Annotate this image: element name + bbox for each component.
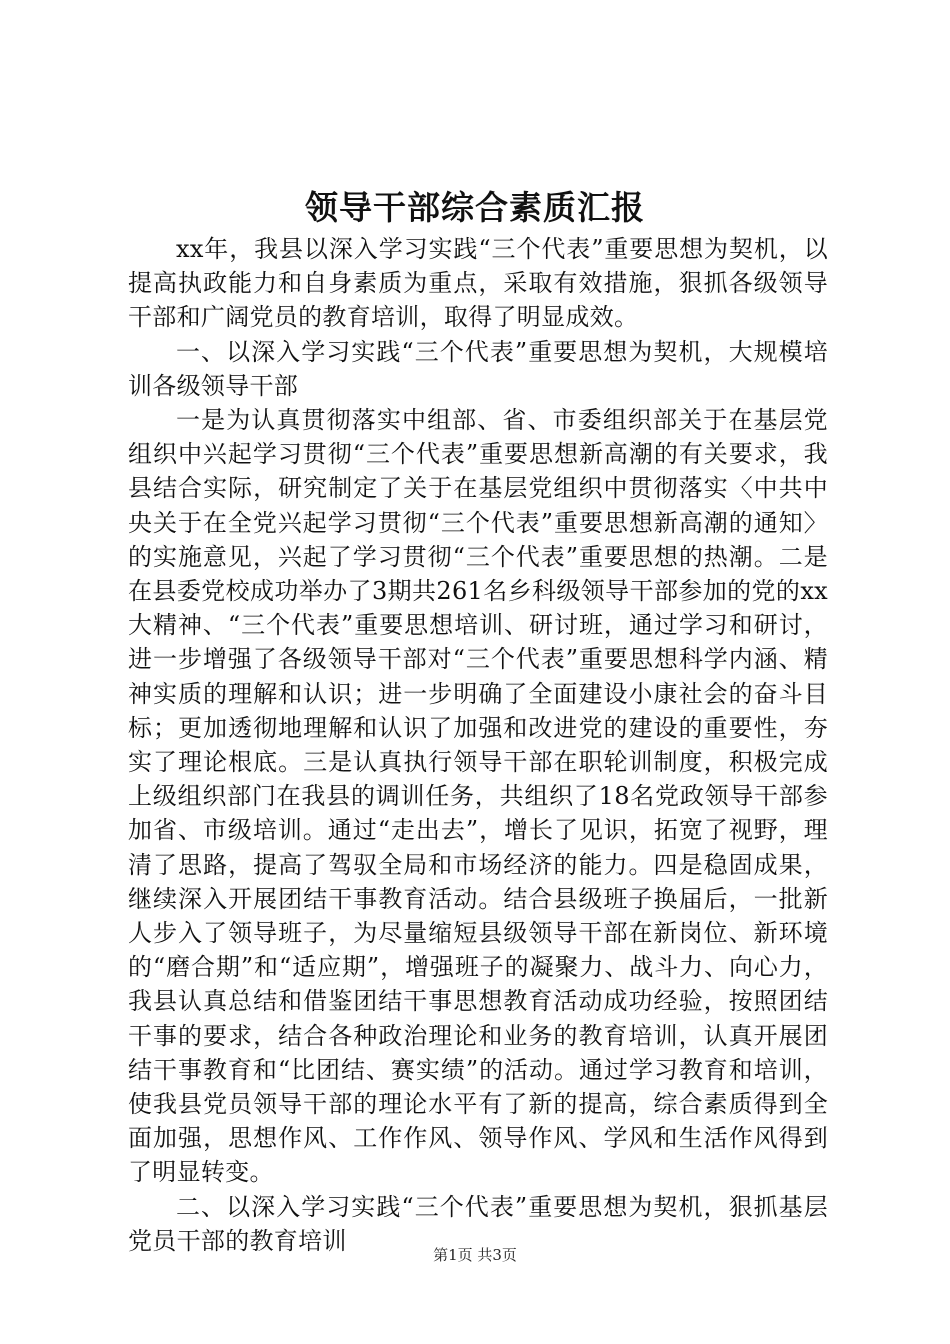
document-body bbox=[128, 232, 828, 1258]
document-title: 领导干部综合素质汇报 bbox=[305, 188, 645, 227]
intro-paragraph: xx年，我县以深入学习实践“三个代表”重要思想为契机，以提高执政能力和自身素质为重点，采取有效措施，狠抓各级领导干部和广阔党员的教育培训，取得了明显成效。 bbox=[128, 235, 828, 332]
section-heading-2: 二、以深入学习实践“三个代表”重要思想为契机，狠抓基层党员干部的教育培训 bbox=[128, 1192, 828, 1255]
section-body-paragraph: 一是为认真贯彻落实中组部、省、市委组织部关于在基层党组织中兴起学习贯彻“三个代表”重要思想新高潮的有关要求，我县结合实际，研究制定了关于在基层党组织中贯彻落实〈中共中央关于在全党兴起学习贯彻“三个代表”重要思想新高潮的通知〉的实施意见，兴起了学习贯彻“三个代表”重要思想的热潮。二是在县委党校成功举办了3期共261名乡科级领导干部参加的党的xx大精神、“三个代表”重要思想培训、研讨班，通过学习和研讨，进一步增强了各级领导干部对“三个代表”重要思想科学内涵、精神实质的理解和认识；进一步明确了全面建设小康社会的奋斗目标；更加透彻地理解和认识了加强和改进党的建设的重要性，夯实了理论根底。三是认真执行领导干部在职轮训制度，积极完成上级组织部门在我县的调训任务，共组织了18名党政领导干部参加省、市级培训。通过“走出去”，增长了见识，拓宽了视野，理清了思路，提高了驾驭全局和市场经济的能力。四是稳固成果，继续深入开展团结干事教育活动。结合县级班子换届后，一批新人步入了领导班子，为尽量缩短县级领导干部在新岗位、新环境的“磨合期”和“适应期”，增强班子的凝聚力、战斗力、向心力，我县认真总结和借鉴团结干事思想教育活动成功经验，按照团结干事的要求，结合各种政治理论和业务的教育培训，认真开展团结干事教育和“比团结、赛实绩”的活动。通过学习教育和培训，使我县党员领导干部的理论水平有了新的提高，综合素质得到全面加强，思想作风、工作作风、领导作风、学风和生活作风得到了明显转变。 bbox=[128, 406, 828, 1187]
page-footer: 第1页 共3页 bbox=[433, 1246, 517, 1264]
section-heading-1: 一、以深入学习实践“三个代表”重要思想为契机，大规模培训各级领导干部 bbox=[128, 337, 828, 400]
